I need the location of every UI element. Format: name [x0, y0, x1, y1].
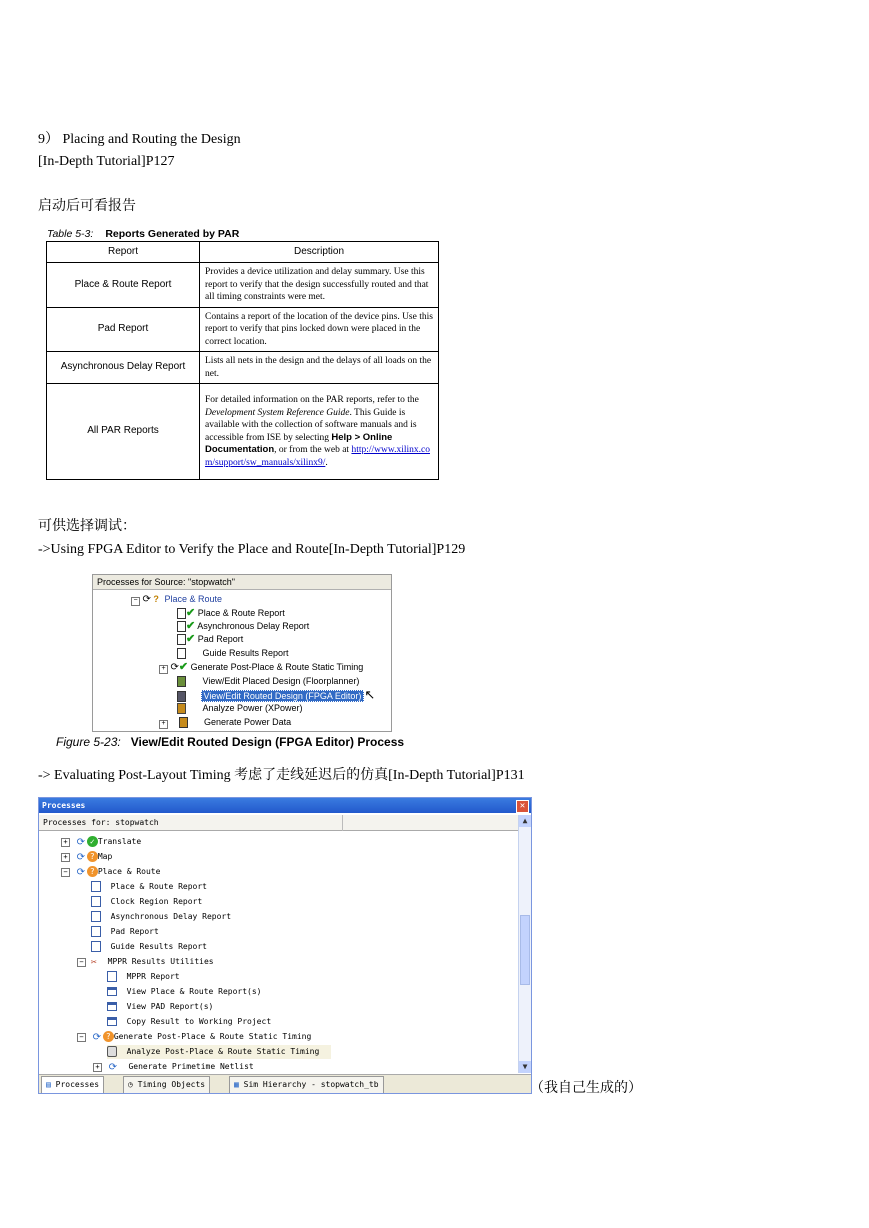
- tree-label: Map: [97, 852, 113, 861]
- report-name: Place & Route Report: [47, 263, 200, 308]
- expand-icon[interactable]: +: [159, 665, 168, 674]
- tree-label: Pad Report: [110, 927, 159, 936]
- tree-label: Analyze Power (XPower): [202, 703, 303, 713]
- table-row: [47, 384, 439, 480]
- tree-item[interactable]: [107, 985, 262, 999]
- tree-label: Guide Results Report: [202, 648, 289, 658]
- expand-icon[interactable]: +: [159, 720, 168, 729]
- collapse-icon[interactable]: −: [77, 958, 86, 967]
- report-name: All PAR Reports: [47, 384, 200, 480]
- report-description: Lists all nets in the design and the delays of all loads on the net.: [200, 352, 439, 384]
- manuals-link[interactable]: http://www.xilinx.com/support/sw_manuals/xilinx9/: [205, 445, 430, 468]
- col-description: Description: [200, 242, 439, 263]
- tree-label: Clock Region Report: [110, 897, 203, 906]
- tree-item[interactable]: [91, 880, 207, 894]
- tree-item[interactable]: [91, 910, 231, 924]
- document-icon: [91, 926, 101, 937]
- vertical-scrollbar[interactable]: [518, 815, 531, 1073]
- tab-label: Processes: [55, 1080, 100, 1089]
- processes-for: [39, 815, 518, 831]
- warning-icon: ?: [103, 1031, 114, 1042]
- timing-analyzer-icon: [107, 1046, 117, 1057]
- table-caption: [47, 228, 239, 240]
- desc-text: . This Guide is available with the collection of software manuals and is accessible from ISE by selecting: [205, 407, 417, 443]
- document-icon: [177, 648, 186, 659]
- tree-label: Place & Route Report: [197, 608, 285, 618]
- tree-item-place-route[interactable]: [131, 593, 222, 606]
- table-header-row: [47, 242, 439, 263]
- menu-path: Help > Online Documentation: [205, 431, 393, 455]
- scroll-down-icon[interactable]: ▼: [519, 1061, 531, 1073]
- debug-label: 可供选择调试：: [38, 519, 136, 534]
- tree-label: View Place & Route Report(s): [126, 987, 262, 996]
- success-icon: ✓: [87, 836, 98, 847]
- document-icon: [177, 634, 186, 645]
- document-icon: [91, 911, 101, 922]
- tree-item[interactable]: [107, 1015, 271, 1029]
- document-icon: [107, 971, 117, 982]
- tree-item-highlighted[interactable]: [107, 1045, 331, 1059]
- tree-item[interactable]: [77, 955, 214, 969]
- tree-label: View/Edit Routed Design (FPGA Editor): [201, 690, 365, 702]
- scroll-up-icon[interactable]: ▲: [519, 815, 531, 827]
- tree-label: Place & Route: [97, 867, 161, 876]
- desc-text: , or from the web at: [274, 445, 352, 455]
- table-row: [47, 263, 439, 308]
- document-icon: [177, 608, 186, 619]
- tree-item[interactable]: [61, 865, 160, 879]
- refresh-icon: ⟳: [108, 1062, 118, 1073]
- checkmark-icon: ✔: [186, 633, 196, 645]
- hierarchy-icon: ▦: [234, 1080, 239, 1089]
- tree-label: Copy Result to Working Project: [126, 1017, 272, 1026]
- col-report: Report: [47, 242, 200, 263]
- tree-item[interactable]: [77, 1030, 311, 1044]
- tree-item-selected[interactable]: [177, 688, 375, 701]
- checkmark-icon: ✔: [186, 607, 196, 619]
- question-icon: ?: [153, 594, 159, 604]
- expand-icon[interactable]: +: [61, 853, 70, 862]
- fpga-editor-line: ->Using FPGA Editor to Verify the Place and Route[In-Depth Tutorial]P129: [38, 542, 466, 557]
- processes-for-label: Processes for: stopwatch: [43, 818, 159, 827]
- floorplanner-icon: [177, 676, 186, 687]
- timing-line: -> Evaluating Post-Layout Timing 考虑了走线延迟后的仿真[In-Depth Tutorial]P131: [38, 768, 525, 783]
- tree-item[interactable]: [177, 675, 359, 688]
- tree-label: Guide Results Report: [110, 942, 207, 951]
- close-icon[interactable]: ✕: [516, 800, 529, 813]
- panel-tabs: [39, 1074, 531, 1093]
- tree-label: Asynchronous Delay Report: [197, 621, 310, 631]
- tree-item[interactable]: [177, 702, 303, 715]
- refresh-icon: ⟳: [142, 594, 151, 605]
- table-label: Table 5-3:: [47, 228, 94, 240]
- tree-label: Generate Power Data: [204, 717, 292, 727]
- tree-item[interactable]: [159, 661, 363, 674]
- tree-label: MPPR Report: [126, 972, 180, 981]
- checkmark-icon: ✔: [186, 620, 196, 632]
- tree-item[interactable]: [177, 647, 289, 660]
- fpga-editor-icon: [177, 691, 186, 702]
- expand-icon[interactable]: +: [61, 838, 70, 847]
- intro-text: 启动后可看报告: [38, 199, 136, 214]
- power-icon: [179, 717, 188, 728]
- scroll-thumb[interactable]: [520, 915, 530, 985]
- tree-item[interactable]: [61, 835, 141, 849]
- table-row: [47, 307, 439, 352]
- checkmark-icon: ✔: [178, 661, 189, 673]
- refresh-icon: ⟳: [76, 837, 86, 848]
- figure-label: Figure 5-23:: [56, 735, 121, 749]
- tab-timing-objects[interactable]: [123, 1076, 210, 1094]
- expand-icon[interactable]: +: [93, 1063, 102, 1072]
- refresh-icon: ⟳: [92, 1032, 102, 1043]
- figure-title: View/Edit Routed Design (FPGA Editor) Process: [130, 735, 405, 749]
- tab-sim-hierarchy[interactable]: [229, 1076, 384, 1094]
- desc-text: .: [325, 457, 328, 468]
- section-heading: 9） Placing and Routing the Design: [38, 132, 241, 147]
- document-icon: [91, 941, 101, 952]
- report-description: [200, 384, 439, 480]
- tab-label: Timing Objects: [137, 1080, 206, 1089]
- guide-title: Development System Reference Guide: [205, 407, 350, 418]
- tree-item[interactable]: [177, 620, 309, 633]
- warning-icon: ?: [87, 851, 98, 862]
- tree-item[interactable]: [159, 716, 291, 729]
- tab-processes[interactable]: [41, 1076, 104, 1093]
- tree-label: Translate: [97, 837, 142, 846]
- collapse-icon[interactable]: −: [131, 597, 140, 606]
- table-row: [47, 352, 439, 384]
- report-description: Provides a device utilization and delay summary. Use this report to verify that the design successfully routed and that all timing constraints were met.: [200, 263, 439, 308]
- desc-text: For detailed information on the PAR reports, refer to the: [205, 395, 419, 405]
- collapse-icon[interactable]: −: [61, 868, 70, 877]
- par-reports-table: [46, 241, 439, 480]
- processes-screenshot-1: [92, 574, 392, 732]
- warning-icon: ?: [87, 866, 98, 877]
- self-generated-note: （我自己生成的）: [530, 1081, 642, 1096]
- panel-title: Processes: [39, 798, 531, 813]
- tree-item[interactable]: [91, 895, 202, 909]
- tab-label: Sim Hierarchy - stopwatch_tb: [243, 1080, 379, 1089]
- tree-label: MPPR Results Utilities: [107, 957, 214, 966]
- tree-label: View PAD Report(s): [126, 1002, 214, 1011]
- collapse-icon[interactable]: −: [77, 1033, 86, 1042]
- mouse-cursor-icon: ↖: [364, 687, 376, 702]
- tree-label: Analyze Post-Place & Route Static Timing: [126, 1047, 320, 1056]
- tree-item[interactable]: [91, 925, 159, 939]
- power-icon: [177, 703, 186, 714]
- report-name: Asynchronous Delay Report: [47, 352, 200, 384]
- tools-icon: ✂: [90, 957, 97, 968]
- tree-label: Generate Post-Place & Route Static Timing: [190, 662, 364, 672]
- tree-item[interactable]: [177, 633, 243, 646]
- report-name: Pad Report: [47, 307, 200, 352]
- tree-label: Generate Post-Place & Route Static Timing: [113, 1032, 312, 1041]
- refresh-icon: ⟳: [76, 852, 86, 863]
- window-icon: [107, 1017, 117, 1026]
- report-description: Contains a report of the location of the device pins. Use this report to verify that pins locked down were placed in the correct location.: [200, 307, 439, 352]
- document-icon: [177, 621, 186, 632]
- tree-item[interactable]: [177, 607, 285, 620]
- tree-label: Place & Route Report: [110, 882, 207, 891]
- processes-tab-icon: ▤: [46, 1080, 51, 1089]
- reference-p127: [In-Depth Tutorial]P127: [38, 154, 175, 169]
- tree-item[interactable]: [107, 1000, 213, 1014]
- tree-label: Asynchronous Delay Report: [110, 912, 232, 921]
- window-icon: [107, 987, 117, 996]
- refresh-icon: ⟳: [76, 867, 86, 878]
- tree-label: Pad Report: [197, 634, 244, 644]
- document-icon: [91, 896, 101, 907]
- window-icon: [107, 1002, 117, 1011]
- processes-screenshot-2: [38, 797, 532, 1094]
- table-title: Reports Generated by PAR: [105, 228, 240, 240]
- tree-item[interactable]: [61, 850, 112, 864]
- tree-item[interactable]: [93, 1060, 254, 1074]
- document-icon: [91, 881, 101, 892]
- tree-item[interactable]: [107, 970, 180, 984]
- tree-label: View/Edit Placed Design (Floorplanner): [202, 676, 360, 686]
- tree-label: Place & Route: [164, 594, 222, 604]
- clock-icon: ◷: [128, 1080, 133, 1089]
- refresh-icon: ⟳: [170, 662, 179, 673]
- tree-label: Generate Primetime Netlist: [128, 1062, 254, 1071]
- figure-caption: [56, 735, 404, 749]
- tree-item[interactable]: [91, 940, 207, 954]
- processes-header: Processes for Source: "stopwatch": [93, 575, 391, 590]
